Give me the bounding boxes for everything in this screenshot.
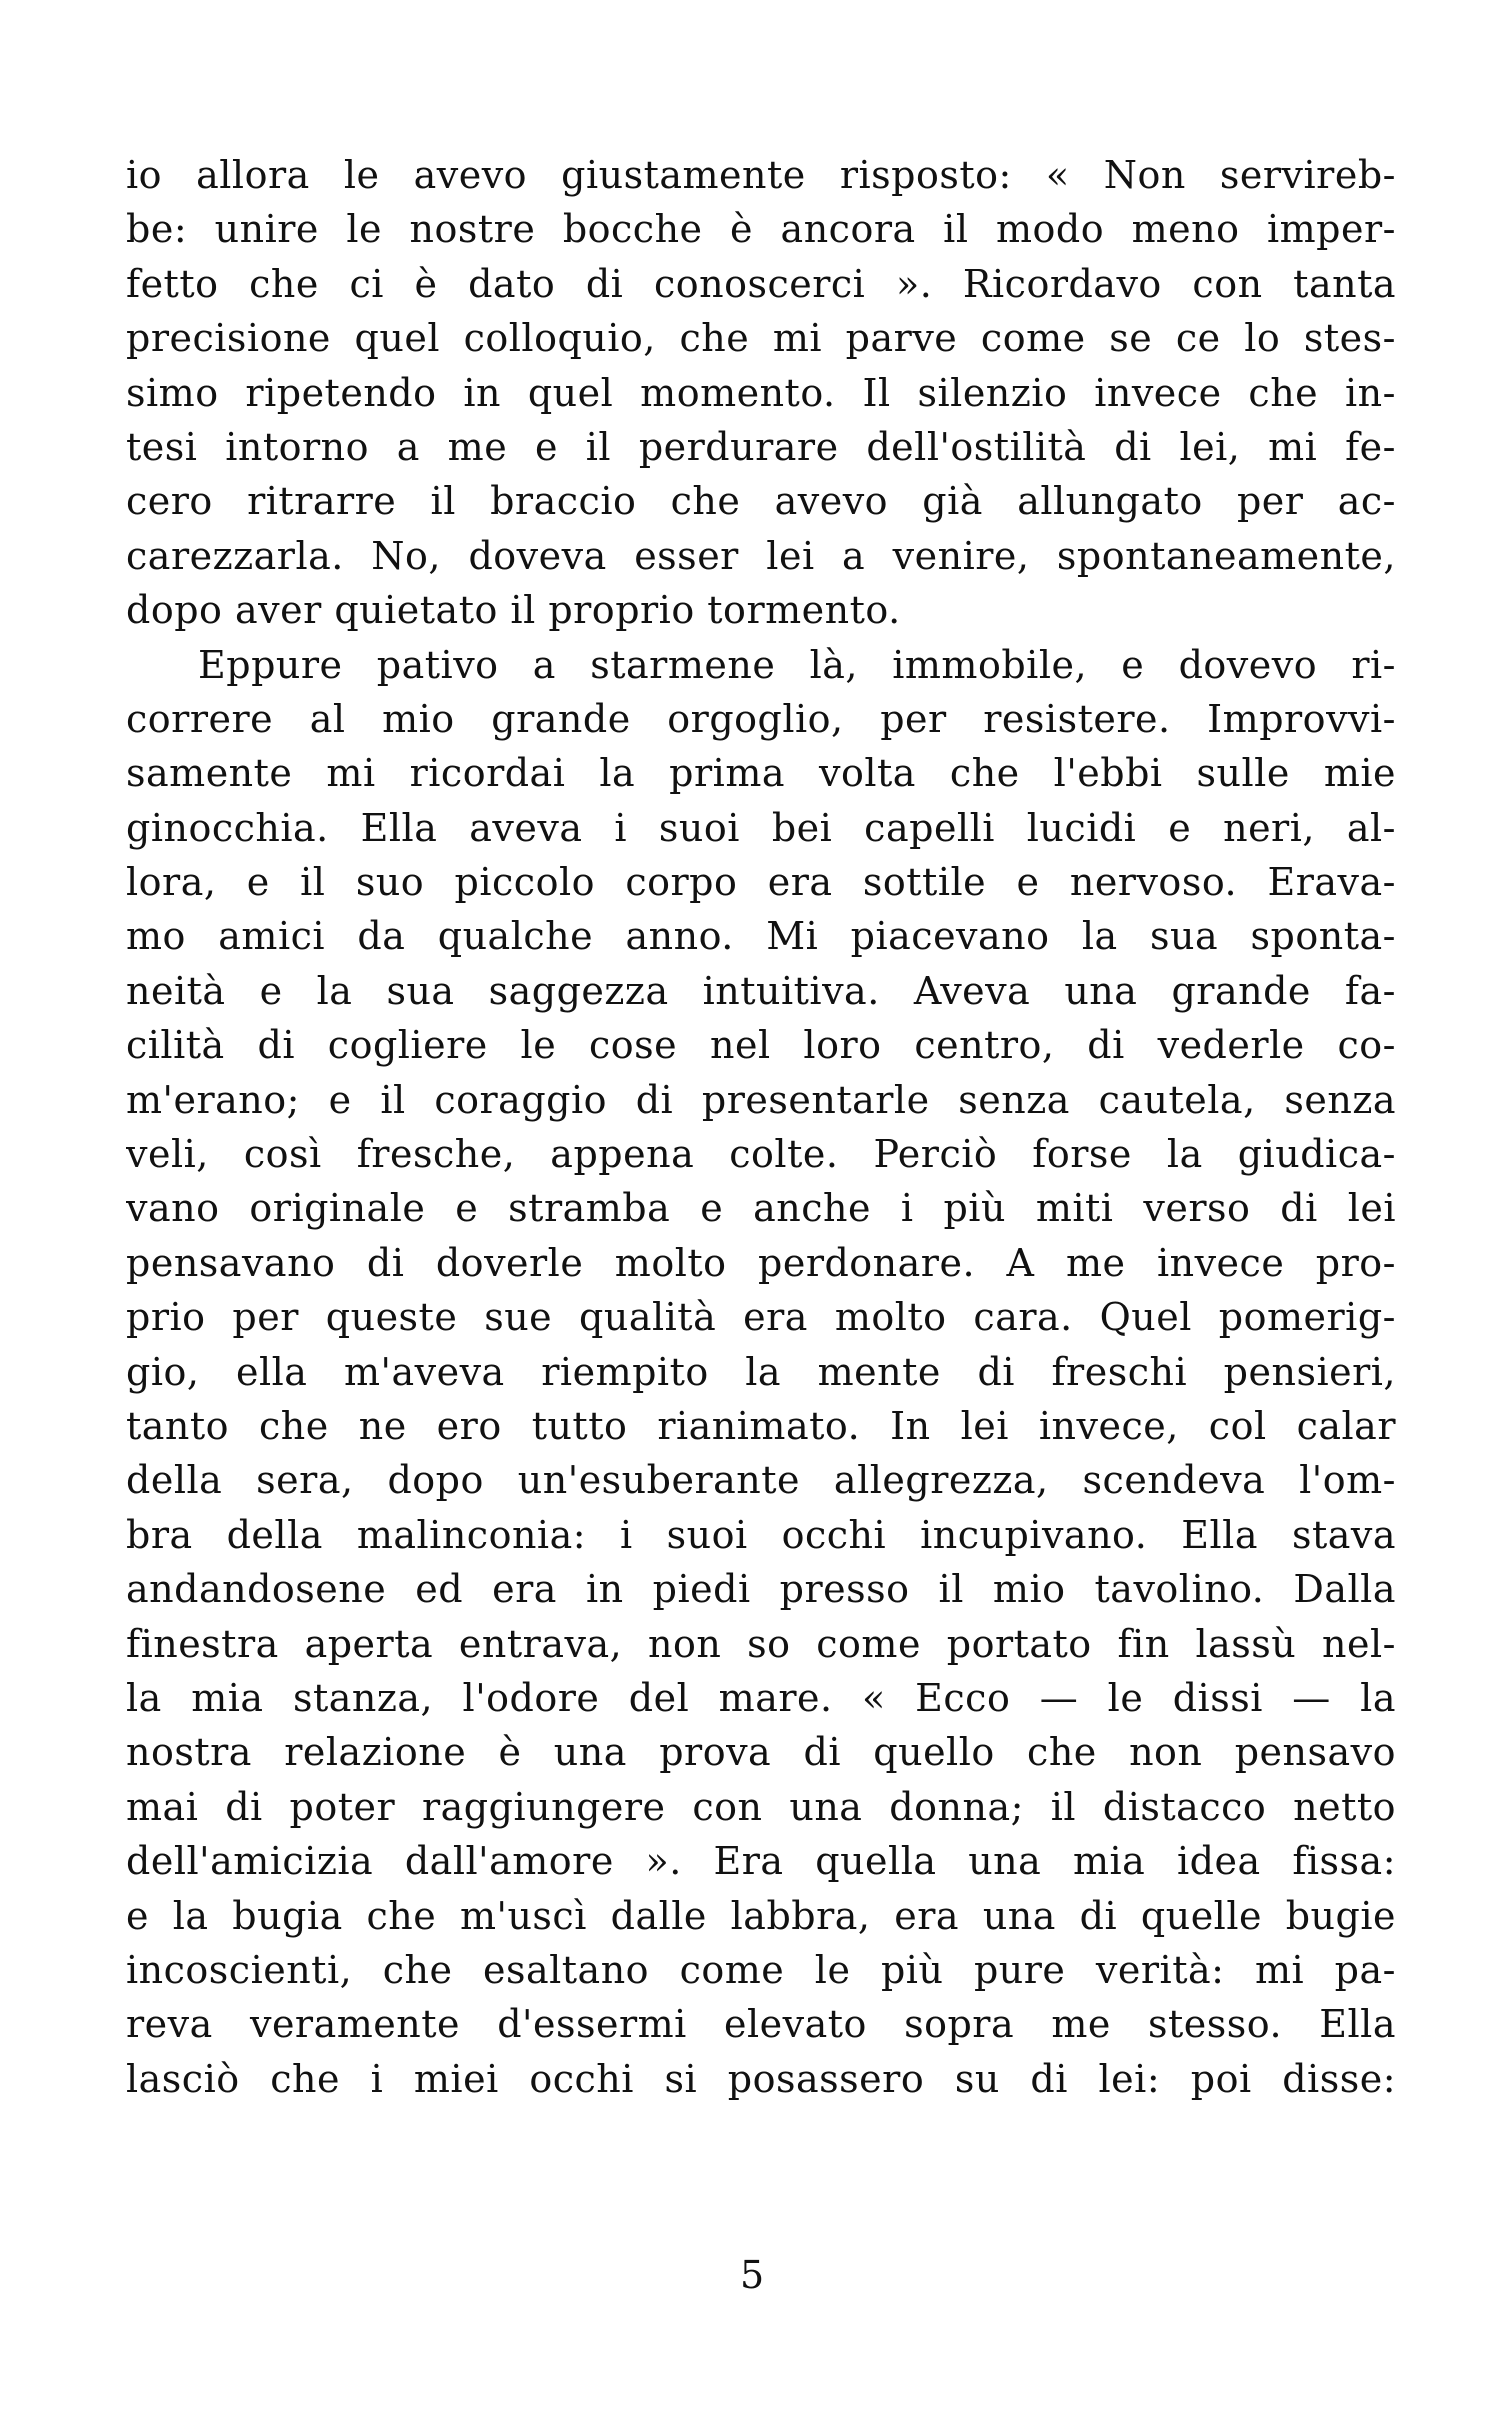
text-line: tesi intorno a me e il perdurare dell'ostilità di lei, mi fe- bbox=[126, 424, 1396, 469]
text-line: bra della malinconia: i suoi occhi incupivano. Ella stava bbox=[126, 1512, 1396, 1557]
text-line: neità e la sua saggezza intuitiva. Aveva una grande fa- bbox=[126, 968, 1396, 1013]
text-line: carezzarla. No, doveva esser lei a venire, spontaneamente, bbox=[126, 533, 1396, 578]
text-line: gio, ella m'aveva riempito la mente di freschi pensieri, bbox=[126, 1349, 1396, 1394]
text-line: incoscienti, che esaltano come le più pure verità: mi pa- bbox=[126, 1947, 1396, 1992]
text-line: lora, e il suo piccolo corpo era sottile e nervoso. Erava- bbox=[126, 860, 1396, 905]
text-line: reva veramente d'essermi elevato sopra me stesso. Ella bbox=[126, 2002, 1396, 2047]
text-line: nostra relazione è una prova di quello che non pensavo bbox=[126, 1730, 1396, 1775]
text-line: correre al mio grande orgoglio, per resistere. Improvvi- bbox=[126, 696, 1396, 741]
text-line: andandosene ed era in piedi presso il mio tavolino. Dalla bbox=[126, 1567, 1396, 1612]
text-line: io allora le avevo giustamente risposto: « Non servireb- bbox=[126, 153, 1396, 197]
text-line: tanto che ne ero tutto rianimato. In lei invece, col calar bbox=[126, 1403, 1396, 1448]
text-line: Eppure pativo a starmene là, immobile, e dovevo ri- bbox=[198, 642, 1396, 687]
text-line: pensavano di doverle molto perdonare. A me invece pro- bbox=[126, 1240, 1396, 1285]
body-text bbox=[126, 148, 1396, 2106]
text-line: precisione quel colloquio, che mi parve come se ce lo stes- bbox=[126, 316, 1396, 361]
text-line: lasciò che i miei occhi si posassero su di lei: poi disse: bbox=[126, 2056, 1396, 2101]
text-line: prio per queste sue qualità era molto cara. Quel pomerig- bbox=[126, 1295, 1396, 1340]
text-line: mai di poter raggiungere con una donna; il distacco netto bbox=[126, 1784, 1396, 1829]
text-line: dell'amicizia dall'amore ». Era quella una mia idea fissa: bbox=[126, 1839, 1396, 1884]
text-line: mo amici da qualche anno. Mi piacevano la sua sponta- bbox=[126, 914, 1396, 959]
page-number: 5 bbox=[740, 2253, 765, 2297]
text-line: vano originale e stramba e anche i più miti verso di lei bbox=[126, 1186, 1396, 1231]
text-line: m'erano; e il coraggio di presentarle senza cautela, senza bbox=[126, 1077, 1396, 1122]
text-line: la mia stanza, l'odore del mare. « Ecco — le dissi — la bbox=[126, 1675, 1396, 1720]
text-line: veli, così fresche, appena colte. Perciò forse la giudica- bbox=[126, 1132, 1396, 1177]
text-line: cilità di cogliere le cose nel loro centro, di vederle co- bbox=[126, 1023, 1396, 1068]
text-line: dopo aver quietato il proprio tormento. bbox=[126, 588, 901, 633]
text-line: finestra aperta entrava, non so come portato fin lassù nel- bbox=[126, 1621, 1396, 1666]
text-line: cero ritrarre il braccio che avevo già allungato per ac- bbox=[126, 479, 1396, 524]
text-line: fetto che ci è dato di conoscerci ». Ricordavo con tanta bbox=[126, 261, 1396, 306]
text-line: be: unire le nostre bocche è ancora il modo meno imper- bbox=[126, 207, 1396, 252]
text-line: ginocchia. Ella aveva i suoi bei capelli lucidi e neri, al- bbox=[126, 805, 1396, 850]
text-line: e la bugia che m'uscì dalle labbra, era una di quelle bugie bbox=[126, 1893, 1396, 1938]
text-line: della sera, dopo un'esuberante allegrezza, scendeva l'om- bbox=[126, 1458, 1396, 1503]
text-line: simo ripetendo in quel momento. Il silenzio invece che in- bbox=[126, 370, 1396, 415]
text-line: samente mi ricordai la prima volta che l'ebbi sulle mie bbox=[126, 751, 1396, 796]
